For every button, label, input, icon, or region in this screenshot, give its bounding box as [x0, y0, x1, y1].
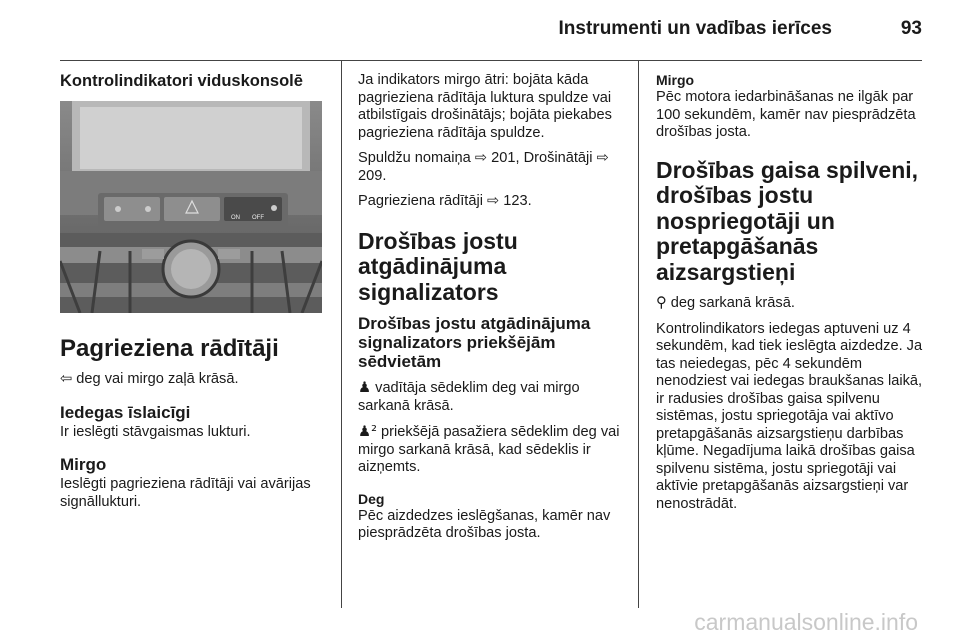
page-header: [0, 18, 922, 46]
column-3: [656, 72, 924, 521]
turn-text: deg vai mirgo zaļā krāsā.: [72, 371, 239, 387]
header-title: Instrumenti un vadības ierīces: [558, 18, 832, 39]
column-1: [60, 72, 328, 519]
lit-heading: Iedegas īslaicīgi: [60, 402, 191, 422]
front-seats-heading: Drošības jostu atgādinājuma signalizators priekšējām sēdvietām: [358, 314, 591, 371]
airbag-icon: ⚲: [656, 294, 667, 311]
header-rule: [60, 60, 922, 61]
column-divider-1: [341, 60, 342, 608]
passenger-seatbelt-icon: ♟²: [358, 423, 377, 440]
console-photo: [60, 101, 322, 313]
airbag-heading: Drošības gaisa spilveni, drošības jostu nospriegotāji un pretapgāšanās aizsargstieņi: [656, 156, 919, 285]
mirgo-text: Pēc motora iedarbināšanas ne ilgāk par 100 sekundēm, kamēr nav piesprādzēta drošības josta.: [656, 89, 916, 140]
lit-text: Ir ieslēgti stāvgaismas lukturi.: [60, 423, 251, 440]
blink-heading: Mirgo: [60, 455, 107, 474]
driver-text: vadītāja sēdeklim deg vai mirgo sarkanā krāsā.: [358, 380, 580, 414]
driver-seatbelt-icon: ♟: [358, 379, 372, 396]
mirgo-heading: Mirgo: [656, 72, 695, 88]
blink-text: Ieslēgti pagrieziena rādītāji vai avārijas signāllukturi.: [60, 476, 311, 510]
c2-paragraph-2: Spuldžu nomaiņa ⇨ 201, Drošinātāji ⇨ 209.: [358, 150, 609, 184]
airbag-paragraph: Kontrolindikators iedegas aptuveni uz 4 sekundēm, kad tiek ieslēgta aizdedze. Ja tas neiedegas, pēc 4 sekundēm nenodziest vai iedegas braukšanas laikā, ir radusies drošības gaisa spilvenu sistēmas, jostu spriegotāja vai aktīvo pretapgāšanās aizsargstieņu darbības kļūme. Negadījuma laikā drošības gaisa spilvenu sistēma, jostu spriegotāji vai aktīvie pretapgāšanās aizsargstieņi var nenostrādāt.: [656, 320, 923, 512]
airbag-on-label: ON: [231, 215, 240, 221]
c2-paragraph-3: Pagrieziena rādītāji ⇨ 123.: [358, 193, 532, 209]
passenger-text: priekšējā pasažiera sēdeklim deg vai mirgo sarkanā krāsā, kad sēdeklis ir aizņemts.: [358, 424, 620, 475]
column-2: [358, 72, 630, 551]
turn-arrow-icon: ⇦: [60, 370, 73, 387]
page-number: 93: [900, 18, 922, 39]
deg-heading: Deg: [358, 490, 385, 507]
deg-text: Pēc aizdedzes ieslēgšanas, kamēr nav piesprādzēta drošības josta.: [358, 507, 611, 541]
column-divider-2: [638, 60, 639, 608]
airbag-off-label: OFF: [252, 215, 264, 221]
section-title: Kontrolindikatori viduskonsolē: [60, 72, 303, 90]
airbag-text: deg sarkanā krāsā.: [666, 295, 795, 311]
watermark: carmanualsonline.info: [694, 609, 918, 635]
seatbelt-heading: Drošības jostu atgādinājuma signalizators: [358, 227, 518, 305]
turn-signals-heading: Pagrieziena rādītāji: [60, 335, 279, 362]
c2-paragraph-1: Ja indikators mirgo ātri: bojāta kāda pagrieziena rādītāja luktura spuldze vai atbilstīgais drošinātājs; bojāta piekabes pagrieziena rādītāja spuldze.: [358, 72, 612, 141]
center-console-image: [60, 101, 322, 313]
